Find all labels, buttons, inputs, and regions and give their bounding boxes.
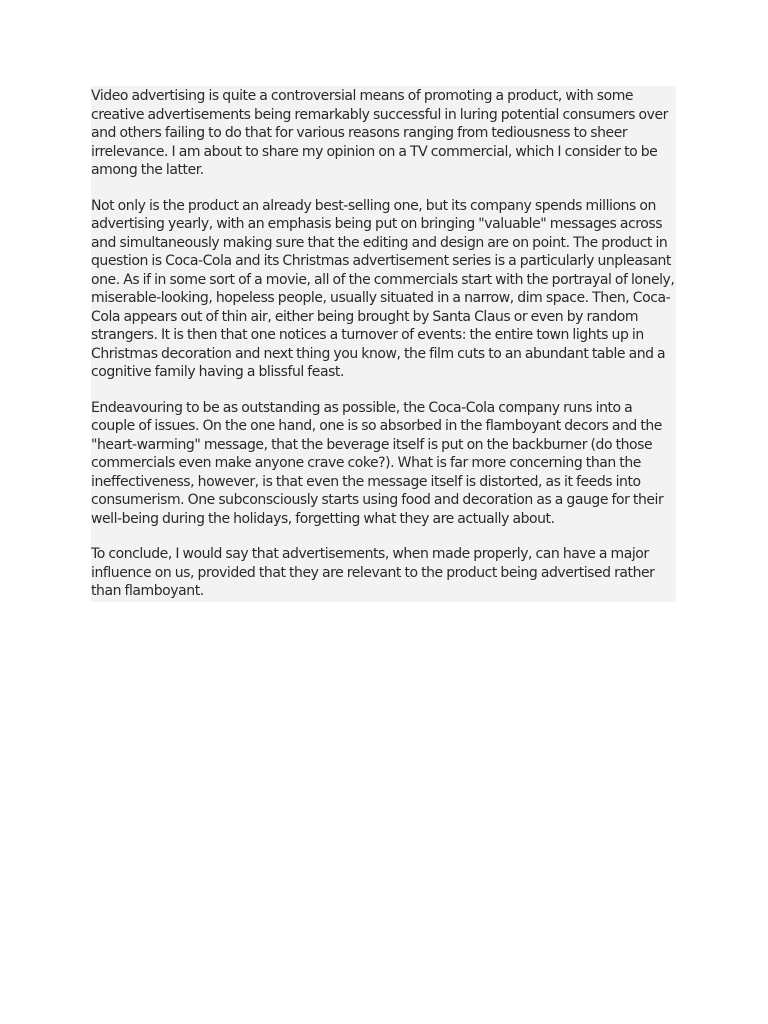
essay-text-block <box>91 86 676 602</box>
paragraph-body-commercial-description: Not only is the product an already best-selling one, but its company spends millions on advertising yearly, with an emphasis being put on bringing "valuable" messages across and simultaneously making sure that the editing and design are on point. The product in question is Coca-Cola and its Christmas advertisement series is a particularly unpleasant one. As if in some sort of a movie, all of the commercials start with the portrayal of lonely, miserable-looking, hopeless people, usually situated in a narrow, dim space. Then, Coca-Cola appears out of thin air, either being brought by Santa Claus or even by random strangers. It is then that one notices a turnover of events: the entire town lights up in Christmas decoration and next thing you know, the film cuts to an abundant table and a cognitive family having a blissful feast. <box>91 197 675 380</box>
paragraph-body-issues: Endeavouring to be as outstanding as possible, the Coca-Cola company runs into a couple of issues. On the one hand, one is so absorbed in the flamboyant decors and the "heart-warming" message, that the beverage itself is put on the backburner (do those commercials even make anyone crave coke?). What is far more concerning than the ineffectiveness, however, is that even the message itself is distorted, as it feeds into consumerism. One subconsciously starts using food and decoration as a gauge for their well-being during the holidays, forgetting what they are actually about. <box>91 399 664 527</box>
paragraph-introduction: Video advertising is quite a controversial means of promoting a product, with some creative advertisements being remarkably successful in luring potential consumers over and others failing to do that for various reasons ranging from tediousness to sheer irrelevance. I am about to share my opinion on a TV commercial, which I consider to be among the latter. <box>91 88 668 178</box>
paragraph-conclusion: To conclude, I would say that advertisements, when made properly, can have a major influence on us, provided that they are relevant to the product being advertised rather than flamboyant. <box>91 546 655 599</box>
